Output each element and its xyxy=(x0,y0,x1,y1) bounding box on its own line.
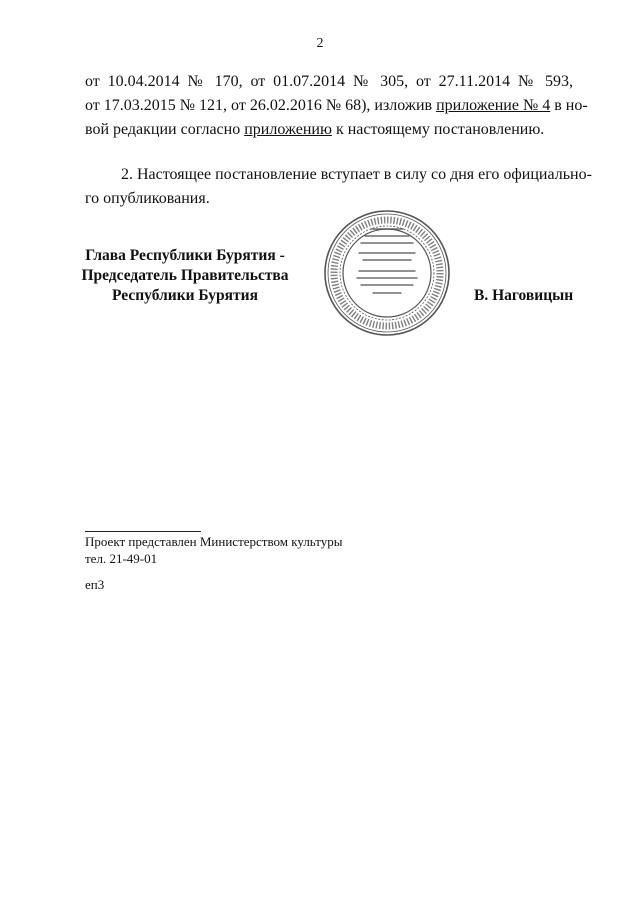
appendix-link[interactable]: приложение № 4 xyxy=(436,97,551,114)
paragraph-line xyxy=(85,118,573,142)
position-line: Республики Бурятия xyxy=(112,287,258,304)
footnote-phone: тел. 21-49-01 xyxy=(85,551,158,566)
footnote-divider xyxy=(85,531,201,532)
paragraph-line: от 10.04.2014 № 170, от 01.07.2014 № 305, от 27.11.2014 № 593, xyxy=(85,73,573,90)
page-number: 2 xyxy=(316,36,324,51)
position-line: Глава Республики Бурятия - xyxy=(85,247,285,264)
footnote-submitted-by: Проект представлен Министерством культуры xyxy=(85,534,343,549)
footnote-code: еп3 xyxy=(85,577,105,592)
signatory-name: В. Наговицын xyxy=(474,287,574,304)
paragraph-line xyxy=(85,94,588,118)
seal-graphic xyxy=(323,209,451,337)
paragraph-line: го опубликования. xyxy=(85,190,210,207)
appendix-link[interactable]: приложению xyxy=(244,121,332,138)
position-line: Председатель Правительства xyxy=(81,267,289,284)
text-segment: в но- xyxy=(550,97,588,114)
paragraph-effective-date xyxy=(85,163,592,211)
official-seal xyxy=(323,209,451,337)
paragraph-line: 2. Настоящее постановление вступает в силу со дня его официально- xyxy=(121,166,592,183)
paragraph-amendment xyxy=(85,70,588,142)
text-segment: к настоящему постановлению. xyxy=(331,121,545,138)
text-segment: вой редакции согласно xyxy=(85,121,245,138)
signatory-position xyxy=(80,246,290,306)
text-segment: от 17.03.2015 № 121, от 26.02.2016 № 68), изложив xyxy=(85,97,437,114)
